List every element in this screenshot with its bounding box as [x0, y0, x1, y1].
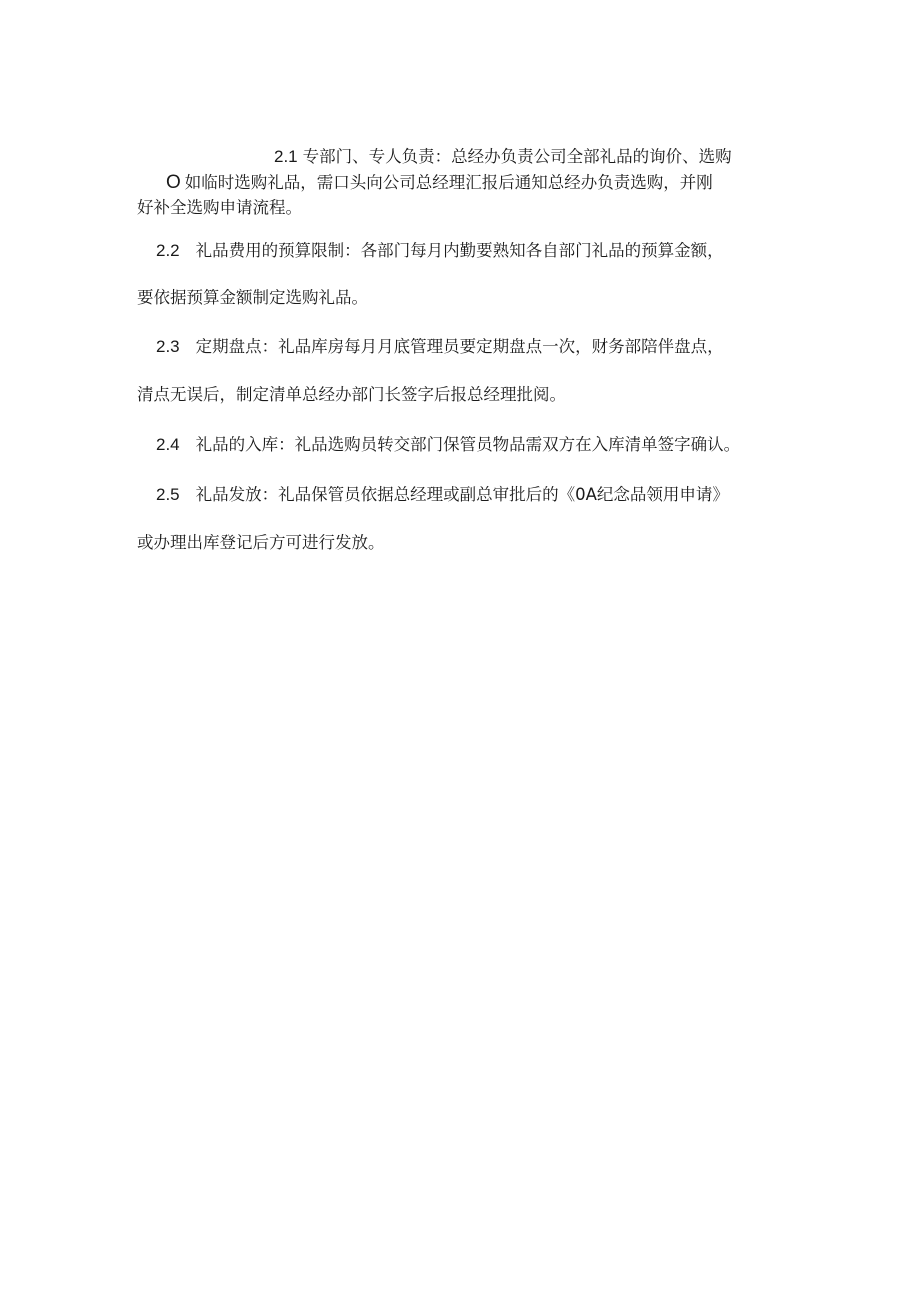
section-2-1-mark: O	[166, 172, 181, 193]
section-2-2-line-2	[137, 287, 368, 309]
section-2-3-line-2	[137, 384, 566, 406]
section-2-2-text-line-1: 礼品费用的预算限制：各部门每月内勤要熟知各自部门礼品的预算金额，	[195, 241, 724, 260]
section-2-5-text-line-2: 或办理出库登记后方可进行发放。	[137, 533, 385, 552]
section-2-5-line-1	[156, 484, 729, 506]
section-2-3-text-line-1: 定期盘点：礼品库房每月月底管理员要定期盘点一次，财务部陪伴盘点，	[195, 337, 724, 356]
section-2-1-line-1	[274, 146, 732, 168]
section-2-5-line-2	[137, 532, 385, 554]
section-2-1-line-2	[166, 172, 713, 194]
section-2-1-number: 2.1	[274, 147, 298, 166]
section-2-1-line-3	[137, 197, 302, 219]
section-2-1-text-line-3: 好补全选购申请流程。	[137, 198, 302, 217]
section-2-1-text-line-1: 专部门、专人负责：总经办负责公司全部礼品的询价、选购	[302, 147, 732, 166]
section-2-3-line-1	[156, 336, 724, 358]
section-2-5-text-line-1: 礼品发放：礼品保管员依据总经理或副总审批后的《0A纪念品领用申请》	[195, 485, 729, 504]
section-2-5-number: 2.5	[156, 485, 180, 504]
section-2-4-line-1	[156, 434, 740, 456]
section-2-2-line-1	[156, 240, 724, 262]
section-2-4-number: 2.4	[156, 435, 180, 454]
section-2-3-text-line-2: 清点无误后，制定清单总经办部门长签字后报总经理批阅。	[137, 385, 566, 404]
section-2-1-text-line-2: 如临时选购礼品，需口头向公司总经理汇报后通知总经办负责选购，并刚	[184, 173, 713, 192]
section-2-2-text-line-2: 要依据预算金额制定选购礼品。	[137, 288, 368, 307]
section-2-4-text-line-1: 礼品的入库：礼品选购员转交部门保管员物品需双方在入库清单签字确认。	[195, 435, 741, 454]
section-2-3-number: 2.3	[156, 337, 180, 356]
section-2-2-number: 2.2	[156, 241, 180, 260]
